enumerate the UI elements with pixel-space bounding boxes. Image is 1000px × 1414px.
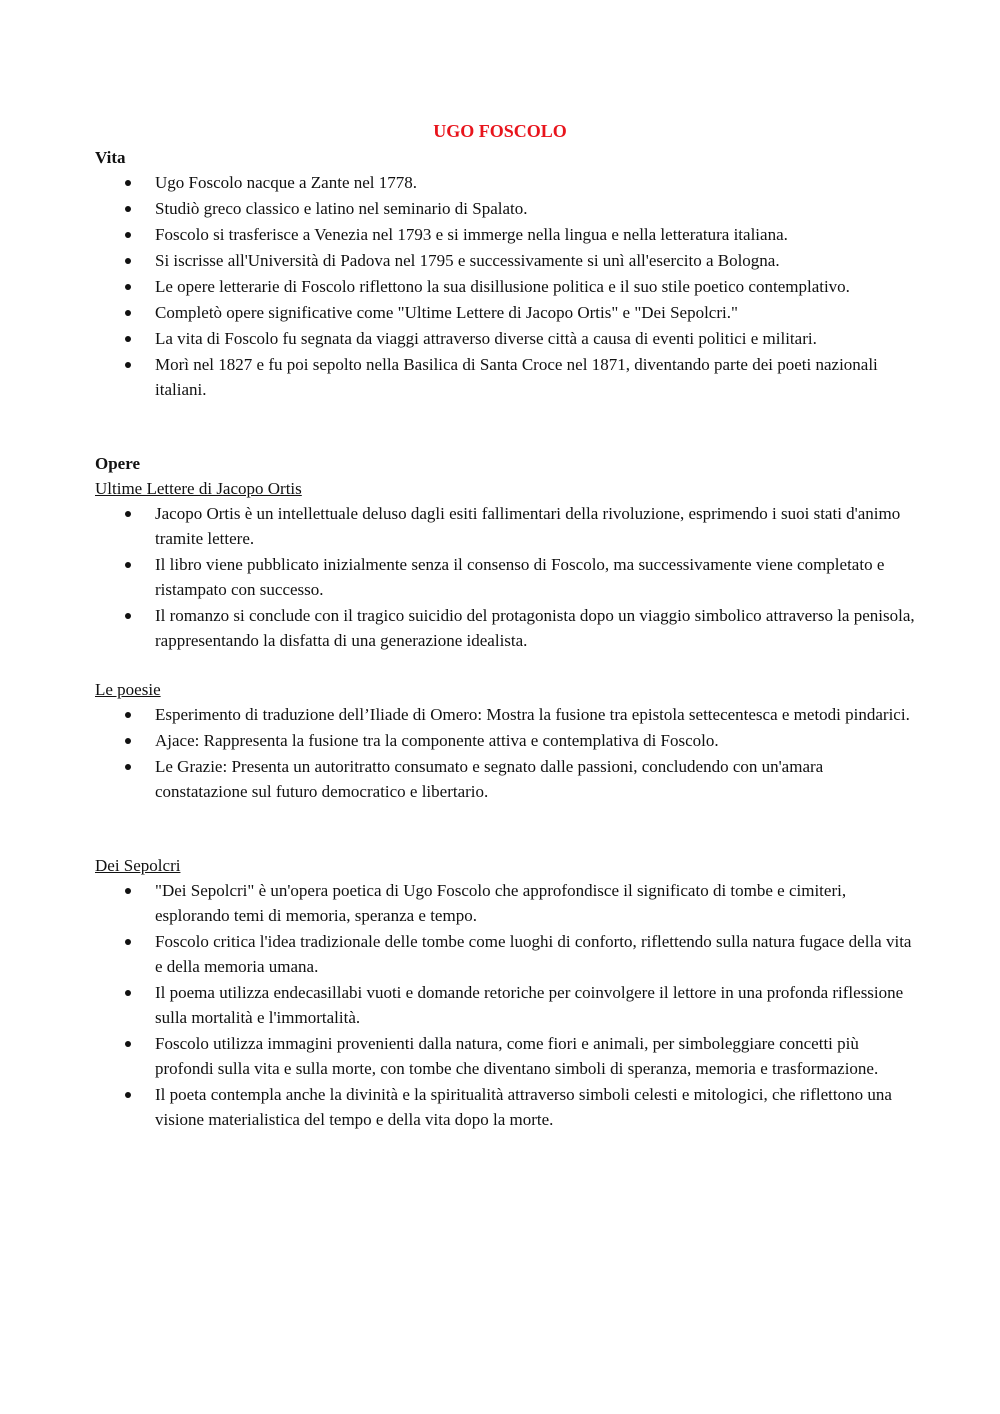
list-item: Ajace: Rappresenta la fusione tra la componente attiva e contemplativa di Foscolo. xyxy=(95,728,915,753)
bullet-icon xyxy=(125,258,131,264)
bullet-icon xyxy=(125,712,131,718)
bullet-icon xyxy=(125,336,131,342)
list-item: Il romanzo si conclude con il tragico suicidio del protagonista dopo un viaggio simbolico attraverso la penisola, rappresentando la disfatta di una generazione idealista. xyxy=(95,603,915,653)
bullet-icon xyxy=(125,939,131,945)
bullet-icon xyxy=(125,990,131,996)
list-item: La vita di Foscolo fu segnata da viaggi attraverso diverse città a causa di eventi politici e militari. xyxy=(95,326,915,351)
list-item: Studiò greco classico e latino nel seminario di Spalato. xyxy=(95,196,915,221)
list-item: Le Grazie: Presenta un autoritratto consumato e segnato dalle passioni, concludendo con un'amara constatazione sul futuro democratico e libertario. xyxy=(95,754,915,804)
list-item: Il poeta contempla anche la divinità e la spiritualità attraverso simboli celesti e mitologici, che riflettono una visione materialistica del tempo e della vita dopo la morte. xyxy=(95,1082,915,1132)
bullet-icon xyxy=(125,888,131,894)
list-item: Si iscrisse all'Università di Padova nel 1795 e successivamente si unì all'esercito a Bologna. xyxy=(95,248,915,273)
bullet-icon xyxy=(125,1041,131,1047)
subheading-sepolcri: Dei Sepolcri xyxy=(95,856,181,875)
list-item: Foscolo utilizza immagini provenienti dalla natura, come fiori e animali, per simboleggiare concetti più profondi sulla vita e sulla morte, con tombe che diventano simboli di speranza, memoria e trasformazione. xyxy=(95,1031,915,1081)
bullet-icon xyxy=(125,613,131,619)
list-item: Le opere letterarie di Foscolo riflettono la sua disillusione politica e il suo stile poetico contemplativo. xyxy=(95,274,915,299)
section-sepolcri xyxy=(95,853,915,1133)
bullet-icon xyxy=(125,362,131,368)
section-opere xyxy=(95,451,915,654)
poesie-list xyxy=(95,702,915,804)
bullet-icon xyxy=(125,738,131,744)
bullet-icon xyxy=(125,310,131,316)
bullet-icon xyxy=(125,562,131,568)
list-item: Ugo Foscolo nacque a Zante nel 1778. xyxy=(95,170,915,195)
section-vita xyxy=(95,145,915,403)
ortis-list xyxy=(95,501,915,653)
list-item: Morì nel 1827 e fu poi sepolto nella Basilica di Santa Croce nel 1871, diventando parte dei poeti nazionali italiani. xyxy=(95,352,915,402)
sepolcri-list xyxy=(95,878,915,1132)
section-poesie xyxy=(95,677,915,805)
bullet-icon xyxy=(125,511,131,517)
list-item: Foscolo si trasferisce a Venezia nel 1793 e si immerge nella lingua e nella letteratura italiana. xyxy=(95,222,915,247)
page-title: UGO FOSCOLO xyxy=(433,121,567,141)
list-item: "Dei Sepolcri" è un'opera poetica di Ugo Foscolo che approfondisce il significato di tombe e cimiteri, esplorando temi di memoria, speranza e tempo. xyxy=(95,878,915,928)
vita-list xyxy=(95,170,915,402)
bullet-icon xyxy=(125,180,131,186)
bullet-icon xyxy=(125,764,131,770)
bullet-icon xyxy=(125,206,131,212)
list-item: Foscolo critica l'idea tradizionale delle tombe come luoghi di conforto, riflettendo sulla natura fugace della vita e della memoria umana. xyxy=(95,929,915,979)
bullet-icon xyxy=(125,284,131,290)
subheading-poesie: Le poesie xyxy=(95,680,161,699)
section-heading-opere: Opere xyxy=(95,454,141,473)
list-item: Il poema utilizza endecasillabi vuoti e domande retoriche per coinvolgere il lettore in una profonda riflessione sulla mortalità e l'immortalità. xyxy=(95,980,915,1030)
list-item: Esperimento di traduzione dell’Iliade di Omero: Mostra la fusione tra epistola settecentesca e metodi pindarici. xyxy=(95,702,915,727)
bullet-icon xyxy=(125,232,131,238)
list-item: Jacopo Ortis è un intellettuale deluso dagli esiti fallimentari della rivoluzione, esprimendo i suoi stati d'animo tramite lettere. xyxy=(95,501,915,551)
list-item: Completò opere significative come "Ultime Lettere di Jacopo Ortis" e "Dei Sepolcri." xyxy=(95,300,915,325)
section-heading-vita: Vita xyxy=(95,148,126,167)
subheading-ortis: Ultime Lettere di Jacopo Ortis xyxy=(95,479,302,498)
bullet-icon xyxy=(125,1092,131,1098)
list-item: Il libro viene pubblicato inizialmente senza il consenso di Foscolo, ma successivamente viene completato e ristampato con successo. xyxy=(95,552,915,602)
